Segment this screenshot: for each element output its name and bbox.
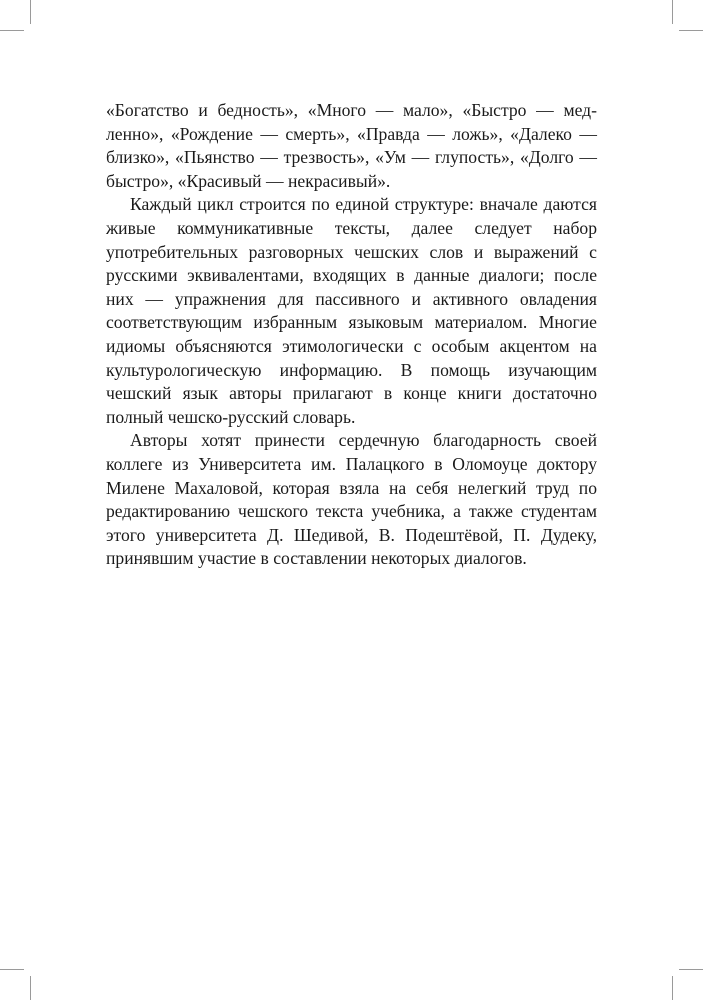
crop-mark-bottom-right-vertical (672, 976, 673, 1000)
crop-mark-bottom-left-vertical (30, 976, 31, 1000)
crop-mark-top-right-vertical (672, 0, 673, 24)
paragraph-structure: Каждый цикл строится по единой структуре: вначале даются живые коммуникативные тексты, далее следует набор употребительных разговорных чешских слов и выражений с русскими эквивалентами, входящих в данные диалоги; после них — упражнения для пассивного и активного овладения соответствующим избранным языковым материалом. Многие идиомы объясняются этимологически с особым акцентом на культурологическую информацию. В помощь изучающим чешский язык авторы прилагают в конце книги достаточно полный чешско-русский словарь. (106, 194, 597, 427)
body-text (106, 99, 597, 571)
crop-mark-top-right-horizontal (679, 30, 703, 31)
crop-mark-top-left-vertical (30, 0, 31, 24)
paragraph-acknowledgements: Авторы хотят принести сердечную благодарность своей коллеге из Университета им. Палацкого в Оломоуце доктору Милене Махаловой, которая взяла на себя нелегкий труд по редактированию чешского текста учебника, а также студентам этого университета Д. Шедивой, В. Подештёвой, П. Дудеку, принявшим участие в составлении некоторых диалогов. (106, 430, 597, 569)
paragraph-continuation: «Богатство и бедность», «Много — мало», «Быстро — медленно», «Рождение — смерть», «Правда — ложь», «Далеко — близко», «Пьянство — трезвость», «Ум — глупость», «Долго — быстро», «Красивый — некрасивый». (106, 100, 597, 191)
crop-mark-bottom-right-horizontal (679, 969, 703, 970)
crop-mark-top-left-horizontal (0, 30, 24, 31)
crop-mark-bottom-left-horizontal (0, 969, 24, 970)
